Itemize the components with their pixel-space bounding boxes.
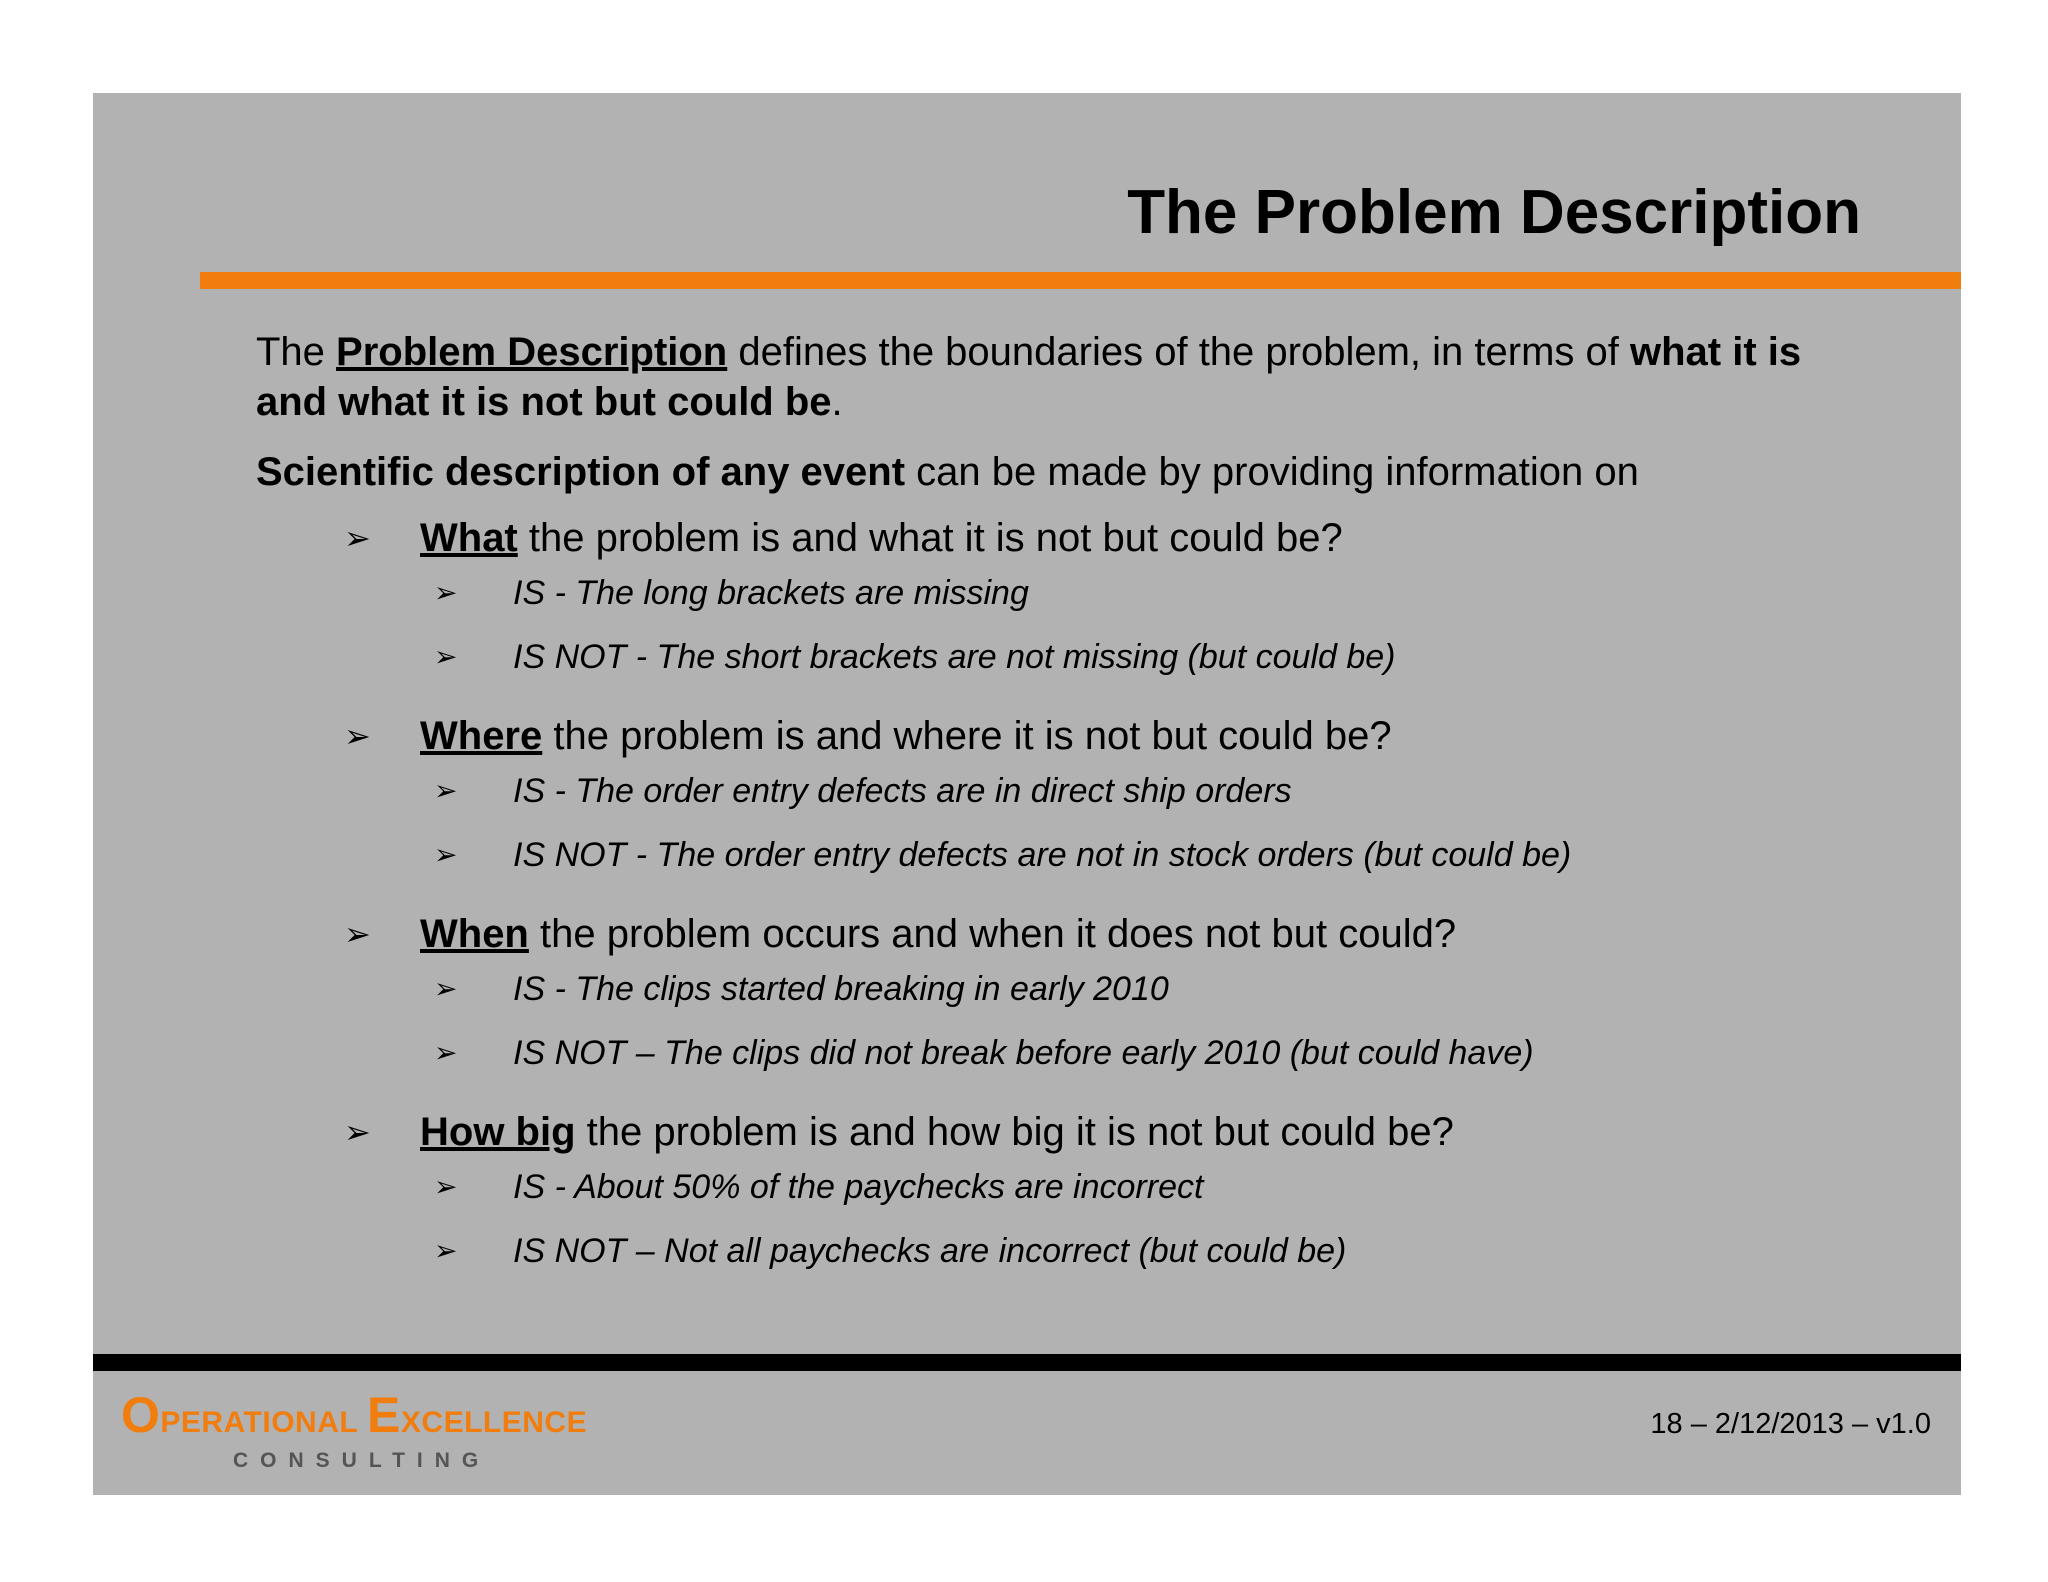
question-text: the problem occurs and when it does not but could? bbox=[528, 912, 1457, 956]
arrow-bullet-icon: ➢ bbox=[434, 1037, 458, 1068]
arrow-bullet-icon: ➢ bbox=[344, 520, 371, 556]
sub-item-text: IS NOT - The short brackets are not missing (but could be) bbox=[513, 638, 1396, 676]
footer-divider-bar bbox=[93, 1354, 1961, 1371]
sub-item-is-not bbox=[256, 635, 1871, 699]
logo-o-rest: PERATIONAL bbox=[160, 1406, 359, 1439]
logo-wordmark bbox=[121, 1387, 588, 1445]
arrow-bullet-icon: ➢ bbox=[344, 718, 371, 754]
arrow-bullet-icon: ➢ bbox=[434, 973, 458, 1004]
question-keyword: When bbox=[420, 912, 529, 956]
logo-subtitle: CONSULTING bbox=[233, 1449, 491, 1472]
question-keyword: How big bbox=[420, 1110, 576, 1154]
logo-e-cap: E bbox=[367, 1387, 401, 1443]
question-item-where bbox=[256, 711, 1871, 769]
sub-item-is-not bbox=[256, 1229, 1871, 1293]
arrow-bullet-icon: ➢ bbox=[344, 1114, 371, 1150]
question-item-how-big bbox=[256, 1107, 1871, 1165]
intro-bold: what it is and what it is not but could be bbox=[256, 330, 1802, 424]
sub-item-is bbox=[256, 571, 1871, 635]
sub-item-text: IS - About 50% of the paychecks are incorrect bbox=[513, 1168, 1204, 1206]
arrow-bullet-icon: ➢ bbox=[434, 1171, 458, 1202]
question-item-what bbox=[256, 513, 1871, 571]
sub-item-is-not bbox=[256, 833, 1871, 897]
question-keyword: What bbox=[420, 516, 518, 560]
sub-item-is bbox=[256, 967, 1871, 1031]
slide-title: The Problem Description bbox=[1127, 178, 1861, 247]
scientific-rest: can be made by providing information on bbox=[905, 450, 1639, 494]
slide bbox=[93, 93, 1961, 1495]
intro-text-a: The bbox=[256, 330, 337, 374]
arrow-bullet-icon: ➢ bbox=[344, 916, 371, 952]
intro-term: Problem Description bbox=[336, 330, 728, 374]
question-item-when bbox=[256, 909, 1871, 967]
slide-number-date-version: 18 – 2/12/2013 – v1.0 bbox=[1650, 1408, 1931, 1440]
sub-item-is bbox=[256, 1165, 1871, 1229]
title-underline-bar bbox=[200, 272, 1961, 289]
question-keyword: Where bbox=[420, 714, 543, 758]
sub-item-text: IS NOT - The order entry defects are not in stock orders (but could be) bbox=[513, 836, 1572, 874]
arrow-bullet-icon: ➢ bbox=[434, 839, 458, 870]
sub-item-text: IS - The long brackets are missing bbox=[513, 574, 1029, 612]
sub-item-text: IS NOT – The clips did not break before early 2010 (but could have) bbox=[513, 1034, 1534, 1072]
sub-item-is-not bbox=[256, 1031, 1871, 1095]
arrow-bullet-icon: ➢ bbox=[434, 641, 458, 672]
question-text: the problem is and where it is not but could be? bbox=[542, 714, 1392, 758]
arrow-bullet-icon: ➢ bbox=[434, 775, 458, 806]
intro-text-b: defines the boundaries of the problem, in terms of bbox=[727, 330, 1630, 374]
company-logo bbox=[121, 1387, 588, 1473]
arrow-bullet-icon: ➢ bbox=[434, 577, 458, 608]
intro-end: . bbox=[831, 380, 843, 424]
sub-item-text: IS - The clips started breaking in early 2010 bbox=[513, 970, 1169, 1008]
arrow-bullet-icon: ➢ bbox=[434, 1235, 458, 1266]
question-text: the problem is and what it is not but could be? bbox=[517, 516, 1343, 560]
logo-o-cap: O bbox=[121, 1387, 161, 1443]
intro-paragraph bbox=[256, 327, 1871, 427]
scientific-paragraph bbox=[256, 447, 1871, 497]
scientific-bold: Scientific description of any event bbox=[256, 450, 906, 494]
sub-item-is bbox=[256, 769, 1871, 833]
question-text: the problem is and how big it is not but could be? bbox=[575, 1110, 1454, 1154]
sub-item-text: IS - The order entry defects are in direct ship orders bbox=[513, 772, 1292, 810]
slide-content bbox=[256, 327, 1871, 1293]
logo-e-rest: XCELLENCE bbox=[400, 1406, 588, 1439]
sub-item-text: IS NOT – Not all paychecks are incorrect (but could be) bbox=[513, 1232, 1347, 1270]
